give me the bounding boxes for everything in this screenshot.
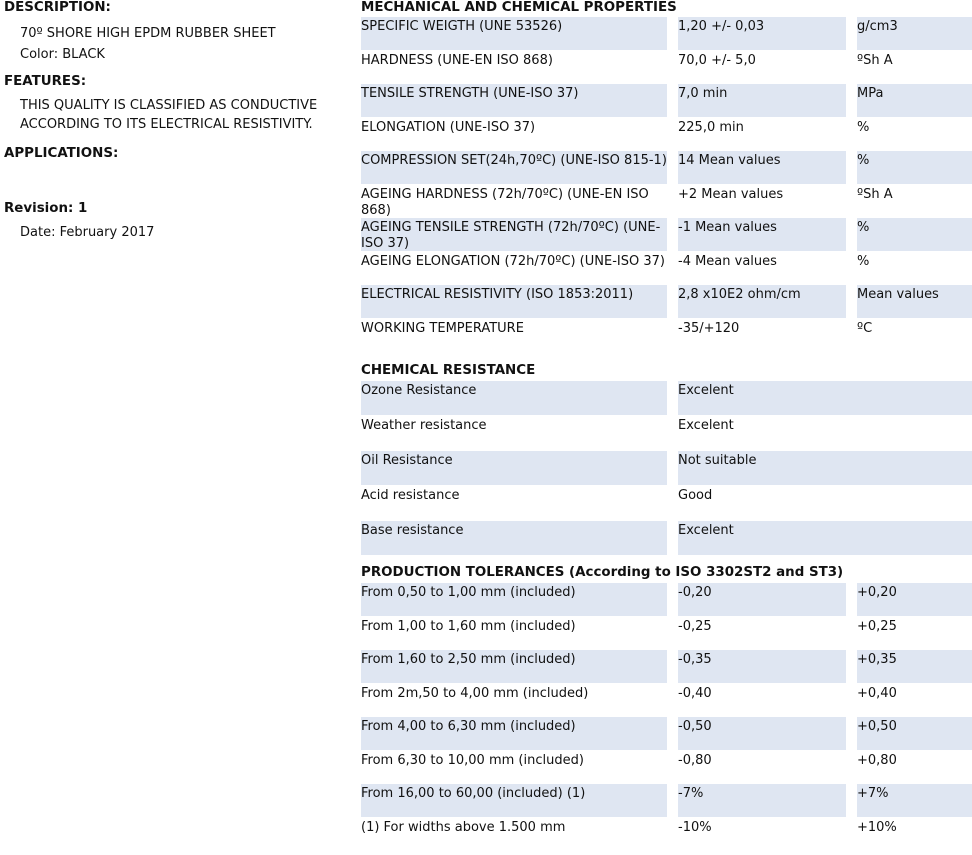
revision-date: Date: February 2017: [20, 225, 155, 240]
tolerance-range: From 16,00 to 60,00 (included) (1): [361, 784, 667, 817]
tolerance-plus: +0,20: [857, 583, 972, 616]
tolerance-range: (1) For widths above 1.500 mm: [361, 819, 566, 835]
property-unit: MPa: [857, 84, 972, 117]
mechanical-row: [361, 17, 972, 51]
tolerance-minus: -0,80: [678, 752, 712, 768]
property-value: 70,0 +/- 5,0: [678, 52, 756, 68]
property-unit: ºSh A: [857, 186, 893, 202]
chemical-row: [361, 451, 972, 486]
tolerance-row: [361, 650, 972, 684]
tolerance-plus: +0,40: [857, 685, 897, 701]
property-value: 7,0 min: [678, 84, 846, 117]
mechanical-row: [361, 252, 972, 286]
resistance-rating: Good: [678, 488, 713, 503]
tolerance-row: [361, 818, 972, 852]
applications-heading: APPLICATIONS:: [4, 146, 119, 161]
mechanical-row: [361, 51, 972, 85]
tolerance-row: [361, 617, 972, 651]
tolerance-minus: -0,35: [678, 650, 846, 683]
tolerance-plus: +0,50: [857, 717, 972, 750]
property-value: -1 Mean values: [678, 218, 846, 251]
property-name: TENSILE STRENGTH (UNE-ISO 37): [361, 84, 667, 117]
property-value: +2 Mean values: [678, 186, 784, 202]
property-name: SPECIFIC WEIGTH (UNE 53526): [361, 17, 667, 50]
tolerance-plus: +0,80: [857, 752, 897, 768]
tolerance-range: From 6,30 to 10,00 mm (included): [361, 752, 584, 768]
tolerance-row: [361, 583, 972, 617]
tolerance-minus: -7%: [678, 784, 846, 817]
tolerance-minus: -0,20: [678, 583, 846, 616]
tolerance-row: [361, 684, 972, 718]
property-unit: %: [857, 218, 972, 251]
resistance-item: Base resistance: [361, 521, 667, 555]
mechanical-row: [361, 118, 972, 152]
tolerance-range: From 4,00 to 6,30 mm (included): [361, 717, 667, 750]
resistance-item: Acid resistance: [361, 488, 460, 503]
property-value: 14 Mean values: [678, 151, 846, 184]
chemical-row: [361, 381, 972, 416]
property-value: 225,0 min: [678, 119, 744, 135]
mechanical-row: [361, 285, 972, 319]
features-heading: FEATURES:: [4, 74, 87, 89]
property-unit: %: [857, 151, 972, 184]
tolerance-row: [361, 784, 972, 818]
mechanical-row: [361, 151, 972, 185]
property-unit: ºSh A: [857, 52, 893, 68]
property-unit: ºC: [857, 320, 873, 336]
property-name: ELECTRICAL RESISTIVITY (ISO 1853:2011): [361, 285, 667, 318]
resistance-item: Weather resistance: [361, 418, 487, 433]
property-value: 1,20 +/- 0,03: [678, 17, 846, 50]
tolerance-plus: +0,35: [857, 650, 972, 683]
mechanical-row: [361, 218, 972, 252]
resistance-rating: Excelent: [678, 418, 734, 433]
property-unit: %: [857, 253, 870, 269]
tolerance-minus: -0,50: [678, 717, 846, 750]
resistance-item: Ozone Resistance: [361, 381, 667, 415]
tolerance-row: [361, 717, 972, 751]
tolerance-minus: -0,25: [678, 618, 712, 634]
property-name: WORKING TEMPERATURE: [361, 320, 524, 336]
property-value: -4 Mean values: [678, 253, 777, 269]
property-name: AGEING TENSILE STRENGTH (72h/70ºC) (UNE-ISO 37): [361, 218, 667, 251]
tolerance-range: From 0,50 to 1,00 mm (included): [361, 583, 667, 616]
resistance-item: Oil Resistance: [361, 451, 667, 485]
mechanical-row: [361, 185, 972, 219]
property-value: 2,8 x10E2 ohm/cm: [678, 285, 846, 318]
tolerance-range: From 2m,50 to 4,00 mm (included): [361, 685, 589, 701]
features-line2: ACCORDING TO ITS ELECTRICAL RESISTIVITY.: [20, 117, 313, 132]
property-name: ELONGATION (UNE-ISO 37): [361, 119, 536, 135]
chemical-row: [361, 521, 972, 556]
property-unit: g/cm3: [857, 17, 972, 50]
tolerance-plus: +0,25: [857, 618, 897, 634]
property-name: AGEING HARDNESS (72h/70ºC) (UNE-EN ISO 868): [361, 186, 649, 218]
chemical-title: CHEMICAL RESISTANCE: [361, 363, 536, 378]
resistance-rating: Excelent: [678, 521, 972, 555]
property-name: AGEING ELONGATION (72h/70ºC) (UNE-ISO 37): [361, 253, 665, 269]
description-line1: 70º SHORE HIGH EPDM RUBBER SHEET: [20, 26, 276, 41]
features-line1: THIS QUALITY IS CLASSIFIED AS CONDUCTIVE: [20, 98, 318, 113]
mechanical-row: [361, 319, 972, 353]
tolerance-minus: -10%: [678, 819, 712, 835]
property-unit: %: [857, 119, 870, 135]
resistance-rating: Not suitable: [678, 451, 972, 485]
tolerance-plus: +10%: [857, 819, 897, 835]
tolerance-plus: +7%: [857, 784, 972, 817]
description-heading: DESCRIPTION:: [4, 0, 111, 15]
description-color: Color: BLACK: [20, 47, 105, 62]
resistance-rating: Excelent: [678, 381, 972, 415]
mechanical-title: MECHANICAL AND CHEMICAL PROPERTIES: [361, 0, 677, 15]
revision-label: Revision: 1: [4, 201, 88, 216]
property-name: COMPRESSION SET(24h,70ºC) (UNE-ISO 815-1): [361, 151, 667, 184]
tolerance-row: [361, 751, 972, 785]
property-value: -35/+120: [678, 320, 740, 336]
property-name: HARDNESS (UNE-EN ISO 868): [361, 52, 553, 68]
property-unit: Mean values: [857, 285, 972, 318]
mechanical-row: [361, 84, 972, 118]
chemical-row: [361, 416, 972, 451]
chemical-row: [361, 486, 972, 521]
tolerances-title: PRODUCTION TOLERANCES (According to ISO 3302ST2 and ST3): [361, 565, 844, 580]
tolerance-minus: -0,40: [678, 685, 712, 701]
tolerance-range: From 1,00 to 1,60 mm (included): [361, 618, 576, 634]
tolerance-range: From 1,60 to 2,50 mm (included): [361, 650, 667, 683]
